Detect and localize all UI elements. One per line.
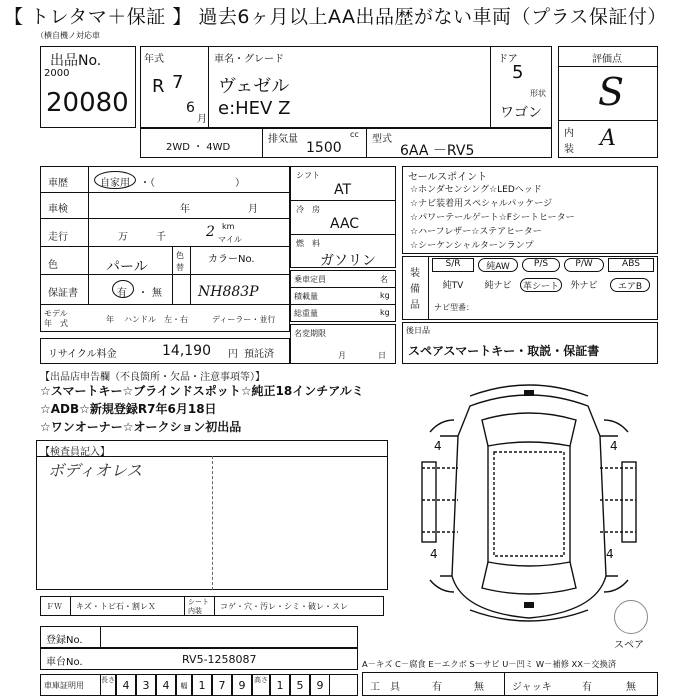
year-label: 年式 <box>144 54 164 65</box>
dim-length-1: 4 <box>116 674 136 696</box>
note-line-2: ☆ADB☆新規登録R7年6月18日 <box>40 402 217 416</box>
dim-height-label: 高さ <box>252 674 270 696</box>
lot-number: 20080 <box>46 88 129 118</box>
warranty-yes: 有 <box>117 288 127 299</box>
header-subline: （横自機ノ対応車 <box>36 31 100 40</box>
jack-label: ジャッキ <box>512 682 552 693</box>
damage-legend: A－キズ C－腐食 E－エクボ S－サビ U－凹ミ W－補修 XX－交換済 <box>362 659 617 669</box>
lot-year-tag: 2000 <box>44 68 70 79</box>
sales-point-5: ☆シーケンシャルターンランプ <box>410 241 534 251</box>
reg-row <box>40 626 358 648</box>
model-code: 6AA －RV5 <box>400 143 475 159</box>
warranty-no: 無 <box>152 288 162 299</box>
spare-tire-icon <box>614 600 648 634</box>
color-value: パール <box>106 259 148 275</box>
dim-width-2: 7 <box>212 674 232 696</box>
inspection-month: 月 <box>248 204 258 215</box>
tools-label: 工 具 <box>370 682 400 693</box>
color-code: NH883P <box>198 284 259 300</box>
jack-yes: 有 <box>582 682 592 693</box>
recycle-unit: 円 <box>228 349 238 360</box>
interior-value: A <box>600 126 616 151</box>
navi-model-label: ナビ型番： <box>434 303 474 312</box>
dim-length-label: 長さ <box>100 674 116 696</box>
sales-point-4: ☆ハーフレザー☆ステアヒーター <box>410 227 542 237</box>
dim-height-3: 9 <box>310 674 330 696</box>
note-line-1: ☆スマートキー☆ブラインドスポット☆純正18インチアルミ <box>40 384 364 398</box>
equip-tv: 純TV <box>442 281 464 291</box>
weight-unit: kg <box>380 308 390 317</box>
equip-ext-navi: 外ナビ <box>570 281 598 291</box>
tools-yes: 有 <box>432 682 442 693</box>
mileage-value: 2 <box>206 224 215 240</box>
weight-label: 総重量 <box>294 309 318 318</box>
change-month: 月 <box>338 351 346 360</box>
change-day: 日 <box>378 351 386 360</box>
equip-navi: 純ナビ <box>484 281 512 291</box>
equipment-label-2: 備 <box>410 284 420 295</box>
dim-height-2: 5 <box>290 674 310 696</box>
model-row-year: 年 <box>106 315 114 324</box>
model-row-dealer: ディーラー・並行 <box>212 315 276 324</box>
dim-height-1: 1 <box>270 674 290 696</box>
tire-mark-fr: 4 <box>610 439 618 453</box>
door-value: 5 <box>512 62 524 83</box>
left-spec-box <box>40 166 290 332</box>
car-label: 車名・グレード <box>214 54 284 65</box>
mileage-sen: 千 <box>156 232 166 243</box>
garage-cert-label: 車庫証明用 <box>44 681 84 690</box>
month-unit: 月 <box>197 114 207 125</box>
chassis-label: 車台No. <box>46 657 83 668</box>
seats-unit: 名 <box>380 275 388 284</box>
model-row-label-1: モデル <box>44 309 68 318</box>
warranty-label: 保証書 <box>48 288 78 299</box>
shape-value: ワゴン <box>500 105 542 121</box>
equip-pw: P/W <box>564 258 604 272</box>
color-code-label: カラーNo. <box>208 254 255 265</box>
history-value: 自家用 <box>100 178 130 189</box>
displacement-value: 1500 <box>306 140 342 156</box>
load-label: 積載量 <box>294 292 318 301</box>
sales-points-label: セールスポイント <box>408 172 488 183</box>
fuel-label: 燃 料 <box>296 239 320 248</box>
dim-width-label: 幅 <box>176 674 192 696</box>
dim-width-1: 1 <box>192 674 212 696</box>
score-value: S <box>598 70 625 114</box>
displacement-unit: cc <box>350 130 359 139</box>
fw-text: キズ・トビ石・割レＸ <box>76 602 156 611</box>
year-era: R <box>152 76 165 97</box>
seat-label-1: シート <box>188 598 209 606</box>
sales-point-3: ☆パワーテールゲート☆Fシートヒーター <box>410 213 575 223</box>
model-code-label: 型式 <box>372 134 392 145</box>
accessories-label: 後日品 <box>406 326 430 335</box>
recycle-note: 預託済 <box>244 349 274 360</box>
ac-label: 冷 房 <box>296 205 320 214</box>
chassis-value: RV5-1258087 <box>182 653 257 666</box>
tire-mark-rl: 4 <box>430 547 438 561</box>
equip-aw: 純AW <box>478 258 518 272</box>
tools-row <box>362 672 658 696</box>
interior-label-2: 装 <box>564 144 574 155</box>
mileage-unit-mile: マイル <box>218 235 242 244</box>
recycle-value: 14,190 <box>162 343 211 359</box>
fw-label: ＦＷ <box>46 602 62 611</box>
inspector-handwritten: ボディオレス <box>48 461 143 480</box>
shift-value: AT <box>334 182 352 198</box>
shift-label: シフト <box>296 171 320 180</box>
equipment-label-3: 品 <box>410 300 420 311</box>
warranty-sep: ・ <box>138 288 148 299</box>
ac-value: AAC <box>330 216 360 232</box>
month-value: 6 <box>186 100 195 116</box>
interior-label-1: 内 <box>564 128 574 139</box>
model-row-label-2: 年 式 <box>44 319 68 328</box>
change-label: 名変期限 <box>294 329 326 338</box>
displacement-label: 排気量 <box>268 134 298 145</box>
jack-no: 無 <box>626 682 636 693</box>
seats-label: 乗車定員 <box>294 275 326 284</box>
car-grade: e:HEV Z <box>218 98 291 119</box>
dim-width-3: 9 <box>232 674 252 696</box>
color-label: 色 <box>48 260 58 271</box>
tire-mark-fl: 4 <box>434 439 442 453</box>
lot-label: 出品No. <box>50 53 102 69</box>
mileage-unit-km: km <box>222 222 235 231</box>
load-unit: kg <box>380 291 390 300</box>
seat-text: コゲ・穴・汚レ・シミ・破レ・スレ <box>220 602 348 611</box>
inspector-label: 【検査員記入】 <box>40 447 110 458</box>
page-title: 【 トレタマ＋保証 】 過去6ヶ月以上AA出品歴がない車両（プラス保証付） <box>0 0 700 34</box>
seat-label-2: 内装 <box>188 607 202 615</box>
door-label: ドア <box>498 54 518 65</box>
tire-mark-rr: 4 <box>606 547 614 561</box>
reg-label: 登録No. <box>46 635 83 646</box>
year-value: 7 <box>172 72 184 93</box>
sales-point-1: ☆ホンダセンシング☆LEDヘッド <box>410 185 542 195</box>
equip-leather: 革シート <box>520 278 562 292</box>
history-rest: ・（ ） <box>140 178 245 189</box>
history-label: 車歴 <box>48 178 68 189</box>
equip-abs: ABS <box>608 258 654 272</box>
inspection-year: 年 <box>180 204 190 215</box>
model-row-handle: ハンドル 左・右 <box>124 315 188 324</box>
equip-airbag: エアB <box>610 278 650 292</box>
equip-ps: P/S <box>522 258 560 272</box>
dim-length-2: 3 <box>136 674 156 696</box>
dims-cells <box>100 674 330 696</box>
mileage-label: 走行 <box>48 232 68 243</box>
note-line-3: ☆ワンオーナー☆オークション初出品 <box>40 420 242 434</box>
sales-point-2: ☆ナビ装着用スペシャルパッケージ <box>410 199 553 209</box>
equipment-label-1: 装 <box>410 268 420 279</box>
recycle-label: リサイクル料金 <box>48 349 117 360</box>
spare-label: スペア <box>614 640 644 651</box>
equip-sr: S/R <box>432 258 474 272</box>
score-label: 評価点 <box>592 54 622 65</box>
dim-length-3: 4 <box>156 674 176 696</box>
accessories-value: スペアスマートキー・取説・保証書 <box>408 344 600 358</box>
mileage-man: 万 <box>118 232 128 243</box>
car-name: ヴェゼル <box>218 76 290 97</box>
drive-text: 2WD ・ 4WD <box>166 142 231 153</box>
fuel-value: ガソリン <box>320 253 376 269</box>
notes-label: 【出品店申告欄（不良箇所・欠品・注意事項等）】 <box>40 372 265 383</box>
color-change-2: 替 <box>176 263 184 272</box>
tools-no: 無 <box>474 682 484 693</box>
car-diagram <box>400 376 658 628</box>
shape-label: 形状 <box>530 89 546 98</box>
inspection-label: 車検 <box>48 204 68 215</box>
color-change-1: 色 <box>176 251 184 260</box>
